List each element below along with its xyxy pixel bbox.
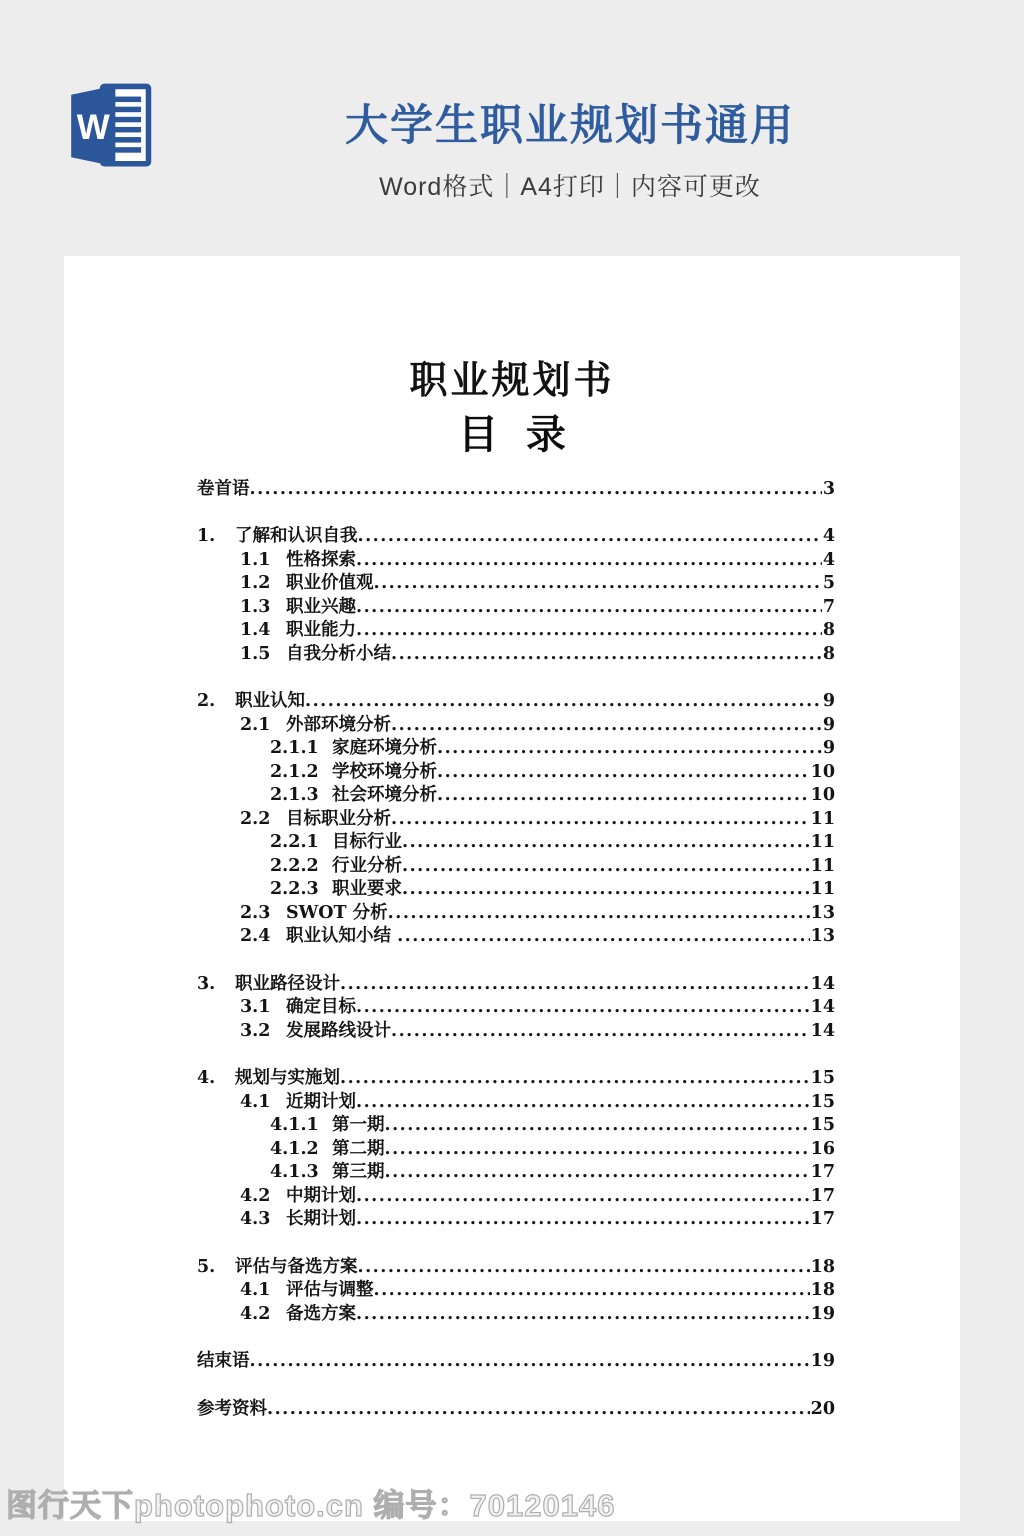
toc-dot-leader	[358, 525, 822, 549]
toc-entry-number: 4.2	[240, 1185, 271, 1206]
toc-dot-leader	[305, 690, 822, 714]
toc-page-number: 13	[810, 926, 835, 947]
toc-dot-leader	[391, 1020, 810, 1044]
toc-row	[197, 761, 835, 785]
toc-entry-number: 2.1.3	[270, 785, 319, 806]
toc-dot-leader	[385, 1114, 810, 1138]
toc-row	[197, 572, 835, 596]
toc-entry-number: 1.5	[240, 643, 271, 664]
toc-entry-number: 2.1.1	[270, 738, 319, 759]
toc-row	[197, 1303, 835, 1327]
toc-entry-label: 发展路线设计	[286, 1020, 391, 1041]
toc-entry-label: 目标职业分析	[286, 808, 391, 829]
toc-entry-number: 1.1	[240, 549, 271, 570]
toc-entry-label: 职业价值观	[286, 573, 374, 594]
toc-row	[197, 1256, 835, 1280]
toc-entry-label: 行业分析	[332, 855, 402, 876]
toc-row	[197, 855, 835, 879]
toc-entry-label: 第一期	[332, 1115, 385, 1136]
toc-entry-number: 3.2	[240, 1020, 271, 1041]
toc-dot-leader	[397, 925, 810, 949]
toc-row	[197, 831, 835, 855]
toc-dot-leader	[402, 878, 810, 902]
toc-dot-leader	[340, 973, 810, 997]
toc-entry-label: 卷首语	[197, 478, 250, 499]
toc-page-number: 8	[822, 643, 835, 664]
toc-page-number: 9	[822, 691, 835, 712]
toc-entry-label: 家庭环境分析	[332, 738, 437, 759]
toc-dot-leader	[385, 1161, 810, 1185]
toc-heading: 目 录	[458, 410, 566, 458]
toc-entry-number: 4.1.1	[270, 1115, 319, 1136]
toc-dot-leader	[250, 1350, 810, 1374]
toc-dot-leader	[437, 737, 822, 761]
toc-page-number: 17	[810, 1162, 835, 1183]
toc-row	[197, 1138, 835, 1162]
toc-entry-label: 职业能力	[286, 620, 356, 641]
word-icon-letter: W	[76, 107, 110, 147]
toc-dot-leader	[402, 831, 810, 855]
toc-row	[197, 1185, 835, 1209]
toc-row	[197, 1020, 835, 1044]
toc-page-number: 11	[810, 855, 835, 876]
toc-page-number: 5	[822, 573, 835, 594]
toc-page-number: 4	[822, 526, 835, 547]
toc-row	[197, 596, 835, 620]
toc-entry-number: 4.3	[240, 1209, 271, 1230]
toc-entry-number: 2.1.2	[270, 761, 319, 782]
toc-page-number: 18	[810, 1256, 835, 1277]
toc-entry-label: 学校环境分析	[332, 761, 437, 782]
toc-page-number: 14	[810, 973, 835, 994]
toc-row	[197, 1208, 835, 1232]
toc-page-number: 4	[822, 549, 835, 570]
toc-page-number: 11	[810, 879, 835, 900]
toc-row	[197, 808, 835, 832]
toc-page-number: 15	[810, 1115, 835, 1136]
toc-page-number: 19	[810, 1351, 835, 1372]
toc-row	[197, 619, 835, 643]
toc-dot-leader	[358, 1256, 810, 1280]
toc-entry-label: 了解和认识自我	[235, 526, 358, 547]
toc-entry-number: 2.2	[240, 808, 271, 829]
toc-entry-number: 2.2.2	[270, 855, 319, 876]
toc-page-number: 20	[810, 1398, 835, 1419]
toc-dot-leader	[437, 784, 810, 808]
toc-entry-number: 1.	[197, 526, 216, 547]
preview-header	[0, 0, 1024, 256]
document-title: 职业规划书	[409, 357, 615, 402]
toc-entry-number: 4.1	[240, 1091, 271, 1112]
toc-page-number: 10	[810, 785, 835, 806]
document-page	[64, 256, 960, 1521]
table-of-contents	[197, 478, 835, 1422]
toc-entry-number: 4.	[197, 1068, 216, 1089]
toc-dot-leader	[356, 1091, 810, 1115]
toc-row	[197, 737, 835, 761]
toc-entry-label: 社会环境分析	[332, 785, 437, 806]
toc-dot-leader	[356, 1303, 810, 1327]
toc-page-number: 14	[810, 1020, 835, 1041]
toc-page-number: 18	[810, 1280, 835, 1301]
toc-dot-leader	[267, 1398, 810, 1422]
toc-page-number: 14	[810, 997, 835, 1018]
toc-entry-label: 职业路径设计	[235, 973, 340, 994]
toc-entry-label: 确定目标	[286, 997, 356, 1018]
toc-page-number: 17	[810, 1185, 835, 1206]
toc-row	[197, 643, 835, 667]
toc-entry-label: 职业认知小结	[286, 926, 398, 947]
toc-entry-number: 4.2	[240, 1303, 271, 1324]
toc-entry-label: 目标行业	[332, 832, 402, 853]
toc-row	[197, 1398, 835, 1422]
toc-dot-leader	[388, 902, 810, 926]
toc-row	[197, 1161, 835, 1185]
toc-dot-leader	[437, 761, 810, 785]
toc-row	[197, 1350, 835, 1374]
toc-dot-leader	[356, 1185, 810, 1209]
toc-page-number: 7	[822, 596, 835, 617]
toc-row	[197, 878, 835, 902]
toc-page-number: 9	[822, 714, 835, 735]
template-subtitle: Word格式｜A4打印｜内容可更改	[379, 173, 761, 201]
toc-entry-label: 长期计划	[286, 1209, 356, 1230]
toc-dot-leader	[391, 808, 810, 832]
toc-dot-leader	[356, 1208, 810, 1232]
toc-entry-number: 5.	[197, 1256, 216, 1277]
toc-entry-number: 2.4	[240, 926, 271, 947]
toc-entry-label: 职业认知	[235, 691, 305, 712]
toc-entry-number: 3.	[197, 973, 216, 994]
toc-page-number: 17	[810, 1209, 835, 1230]
toc-entry-label: 职业要求	[332, 879, 402, 900]
toc-entry-label: 评估与调整	[286, 1280, 374, 1301]
toc-row	[197, 784, 835, 808]
toc-page-number: 11	[810, 808, 835, 829]
toc-row	[197, 973, 835, 997]
template-title: 大学生职业规划书通用	[345, 102, 795, 150]
toc-entry-label: 中期计划	[286, 1185, 356, 1206]
toc-page-number: 15	[810, 1091, 835, 1112]
toc-dot-leader	[374, 1279, 810, 1303]
toc-page-number: 8	[822, 620, 835, 641]
toc-entry-number: 4.1.3	[270, 1162, 319, 1183]
toc-entry-number: 4.1.2	[270, 1138, 319, 1159]
toc-entry-label: 参考资料	[197, 1398, 267, 1419]
toc-entry-number: 2.2.3	[270, 879, 319, 900]
toc-entry-number: 2.3	[240, 902, 271, 923]
toc-row	[197, 925, 835, 949]
toc-entry-label: 评估与备选方案	[235, 1256, 358, 1277]
toc-entry-label: 职业兴趣	[286, 596, 356, 617]
toc-entry-label: 第二期	[332, 1138, 385, 1159]
toc-row	[197, 549, 835, 573]
word-icon	[62, 78, 154, 174]
toc-entry-label: 规划与实施划	[235, 1068, 340, 1089]
toc-row	[197, 1067, 835, 1091]
toc-dot-leader	[374, 572, 822, 596]
toc-entry-label: 外部环境分析	[286, 714, 391, 735]
toc-dot-leader	[340, 1067, 810, 1091]
toc-entry-number: 2.1	[240, 714, 271, 735]
toc-dot-leader	[391, 643, 822, 667]
toc-dot-leader	[385, 1138, 810, 1162]
toc-entry-label: 第三期	[332, 1162, 385, 1183]
toc-dot-leader	[356, 996, 810, 1020]
toc-entry-label: 自我分析小结	[286, 643, 391, 664]
toc-row	[197, 996, 835, 1020]
toc-dot-leader	[356, 619, 822, 643]
site-watermark: 图行天下photophoto.cn 编号：70120146	[6, 1488, 616, 1523]
toc-page-number: 9	[822, 738, 835, 759]
toc-entry-number: 1.3	[240, 596, 271, 617]
toc-entry-number: 1.4	[240, 620, 271, 641]
toc-entry-label: 备选方案	[286, 1303, 356, 1324]
toc-page-number: 13	[810, 902, 835, 923]
toc-entry-label: 近期计划	[286, 1091, 356, 1112]
toc-dot-leader	[356, 549, 822, 573]
toc-row	[197, 525, 835, 549]
toc-dot-leader	[356, 596, 822, 620]
toc-entry-number: 2.2.1	[270, 832, 319, 853]
toc-row	[197, 478, 835, 502]
toc-page-number: 11	[810, 832, 835, 853]
toc-dot-leader	[402, 855, 810, 879]
toc-entry-number: 3.1	[240, 997, 271, 1018]
toc-page-number: 3	[822, 478, 835, 499]
toc-entry-label: SWOT 分析	[286, 902, 388, 923]
toc-entry-number: 1.2	[240, 573, 271, 594]
toc-row	[197, 1279, 835, 1303]
toc-row	[197, 1091, 835, 1115]
toc-page-number: 19	[810, 1303, 835, 1324]
toc-entry-label: 性格探索	[286, 549, 356, 570]
toc-page-number: 15	[810, 1068, 835, 1089]
toc-page-number: 16	[810, 1138, 835, 1159]
toc-row	[197, 1114, 835, 1138]
toc-dot-leader	[391, 714, 822, 738]
toc-entry-label: 结束语	[197, 1351, 250, 1372]
toc-entry-number: 2.	[197, 691, 216, 712]
toc-entry-number: 4.1	[240, 1280, 271, 1301]
toc-row	[197, 714, 835, 738]
toc-page-number: 10	[810, 761, 835, 782]
toc-row	[197, 902, 835, 926]
toc-dot-leader	[250, 478, 822, 502]
toc-row	[197, 690, 835, 714]
